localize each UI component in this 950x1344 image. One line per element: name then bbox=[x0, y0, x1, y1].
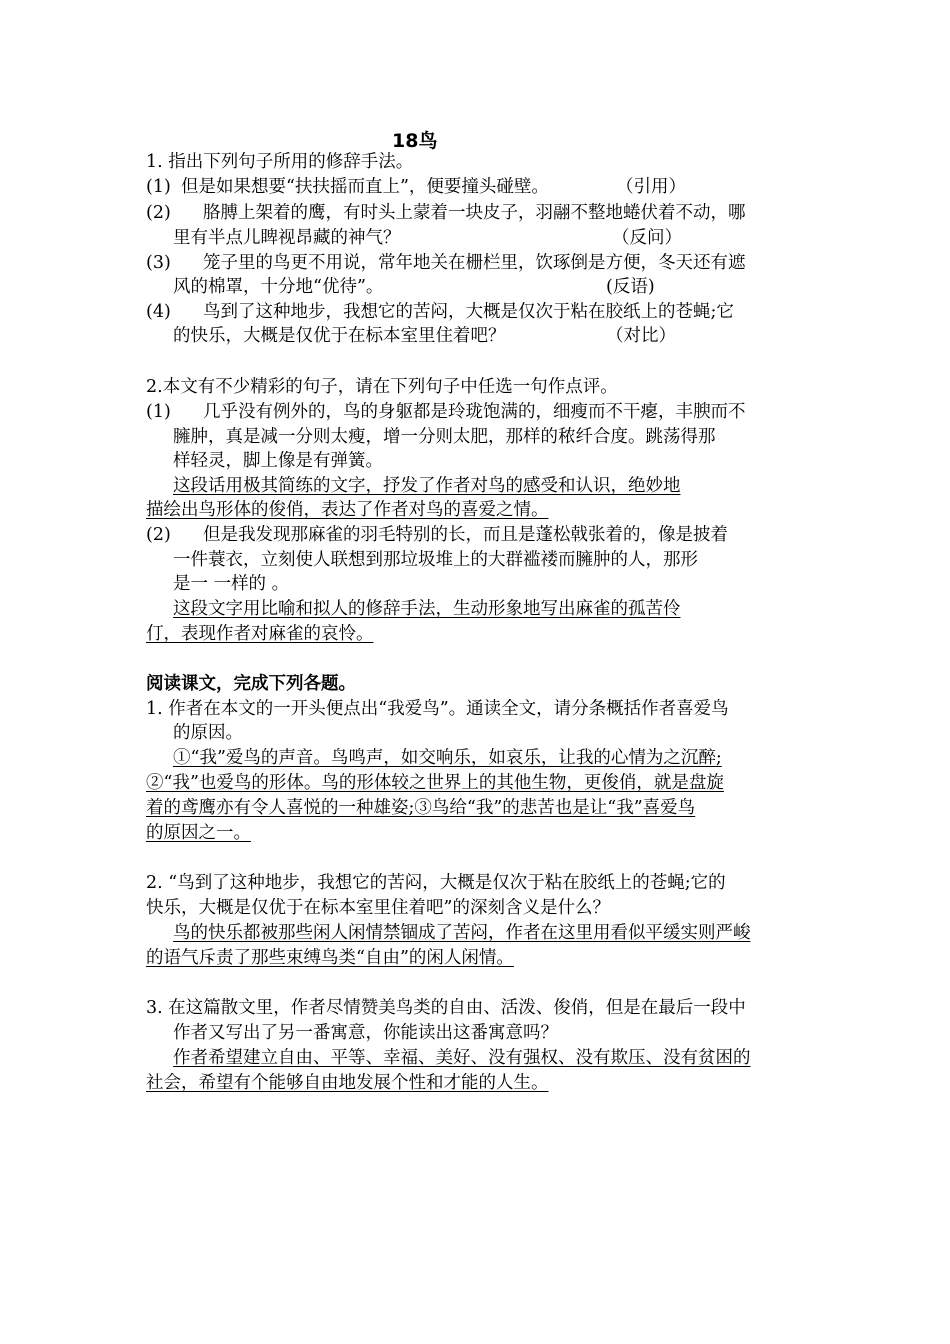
sentence-2-answer-line1: 这段文字用比喻和拟人的修辞手法，生动形象地写出麻雀的孤苦伶 bbox=[173, 599, 681, 619]
sentence-2-number: (2) bbox=[146, 525, 171, 545]
item-4-text-line1: 鸟到了这种地步，我想它的苦闷，大概是仅次于粘在胶纸上的苍蝇;它 bbox=[203, 302, 734, 322]
reading-q1-answer-line4: 的原因之一。 bbox=[146, 823, 251, 843]
sentence-1-line3: 样轻灵，脚上像是有弹簧。 bbox=[173, 451, 383, 471]
item-1-answer: （引用） bbox=[616, 177, 686, 197]
reading-q2-answer-line2: 的语气斥责了那些束缚鸟类“自由”的闲人闲情。 bbox=[146, 948, 514, 968]
item-3-text-line1: 笼子里的鸟更不用说，常年地关在栅栏里，饮琢倒是方便，冬天还有遮 bbox=[203, 253, 746, 273]
sentence-1-line1: 几乎没有例外的，鸟的身躯都是玲珑饱满的，细瘦而不干瘪，丰腴而不 bbox=[203, 402, 746, 422]
reading-q3-line2: 作者又写出了另一番寓意，你能读出这番寓意吗？ bbox=[173, 1023, 558, 1043]
item-2-text-line2: 里有半点儿睥视昂藏的神气？ bbox=[173, 228, 401, 248]
reading-q3-answer-line1: 作者希望建立自由、平等、幸福、美好、没有强权、没有欺压、没有贫困的 bbox=[173, 1048, 751, 1068]
sentence-2-line2: 一件蓑衣，立刻使人联想到那垃圾堆上的大群褴褛而臃肿的人，那形 bbox=[173, 550, 698, 570]
item-1-number: (1) bbox=[146, 177, 171, 197]
reading-q3-answer-line2: 社会，希望有个能够自由地发展个性和才能的人生。 bbox=[146, 1073, 549, 1093]
reading-q2-line1: 2. “鸟到了这种地步，我想它的苦闷，大概是仅次于粘在胶纸上的苍蝇;它的 bbox=[146, 873, 726, 893]
reading-q1-answer-line2: ②“我”也爱鸟的形体。鸟的形体较之世界上的其他生物，更俊俏，就是盘旋 bbox=[146, 773, 724, 793]
sentence-1-answer-line1: 这段话用极其简练的文字，抒发了作者对鸟的感受和认识，绝妙地 bbox=[173, 476, 681, 496]
reading-q2-line2: 快乐，大概是仅优于在标本室里住着吧”的深刻含义是什么？ bbox=[146, 898, 610, 918]
item-3-text-line2: 风的棉罩，十分地“优待”。 bbox=[173, 277, 384, 297]
sentence-1-number: (1) bbox=[146, 402, 171, 422]
question-1-prompt: 1. 指出下列句子所用的修辞手法。 bbox=[146, 152, 414, 172]
item-1-text: 但是如果想要“扶扶摇而直上”，便要撞头碰壁。 bbox=[181, 177, 549, 197]
reading-q1-answer-line3: 着的鸢鹰亦有令人喜悦的一种雄姿;③鸟给“我”的悲苦也是让“我”喜爱鸟 bbox=[146, 798, 696, 818]
reading-q1-answer-line1: ①“我”爱鸟的声音。鸟鸣声，如交响乐，如哀乐，让我的心情为之沉醉; bbox=[173, 748, 722, 768]
item-3-answer: (反语) bbox=[606, 277, 655, 297]
question-2-prompt: 2.本文有不少精彩的句子，请在下列句子中任选一句作点评。 bbox=[146, 377, 618, 397]
item-2-answer: （反问） bbox=[612, 228, 682, 248]
item-4-answer: （对比） bbox=[606, 326, 676, 346]
item-2-text-line1: 胳膊上架着的鹰，有时头上蒙着一块皮子，羽翮不整地蜷伏着不动，哪 bbox=[203, 203, 746, 223]
section-heading: 阅读课文，完成下列各题。 bbox=[146, 674, 356, 694]
item-3-number: (3) bbox=[146, 253, 171, 273]
reading-q1-line2: 的原因。 bbox=[173, 723, 243, 743]
sentence-2-line3: 是一 一样的 。 bbox=[173, 574, 290, 594]
reading-q3-line1: 3. 在这篇散文里，作者尽情赞美鸟类的自由、活泼、俊俏，但是在最后一段中 bbox=[146, 998, 746, 1018]
item-2-number: (2) bbox=[146, 203, 171, 223]
sentence-1-line2: 臃肿，真是减一分则太瘦，增一分则太肥，那样的秾纤合度。跳荡得那 bbox=[173, 427, 716, 447]
sentence-2-line1: 但是我发现那麻雀的羽毛特别的长，而且是蓬松戟张着的，像是披着 bbox=[203, 525, 728, 545]
sentence-2-answer-line2: 仃，表现作者对麻雀的哀怜。 bbox=[146, 624, 374, 644]
reading-q1-line1: 1. 作者在本文的一开头便点出“我爱鸟”。通读全文，请分条概括作者喜爱鸟 bbox=[146, 699, 729, 719]
item-4-text-line2: 的快乐，大概是仅优于在标本室里住着吧？ bbox=[173, 326, 506, 346]
item-4-number: (4) bbox=[146, 302, 171, 322]
sentence-1-answer-line2: 描绘出鸟形体的俊俏，表达了作者对鸟的喜爱之情。 bbox=[146, 500, 549, 520]
reading-q2-answer-line1: 鸟的快乐都被那些闲人闲情禁锢成了苦闷，作者在这里用看似平缓实则严峻 bbox=[173, 923, 751, 943]
page-title: 18鸟 bbox=[392, 130, 438, 152]
